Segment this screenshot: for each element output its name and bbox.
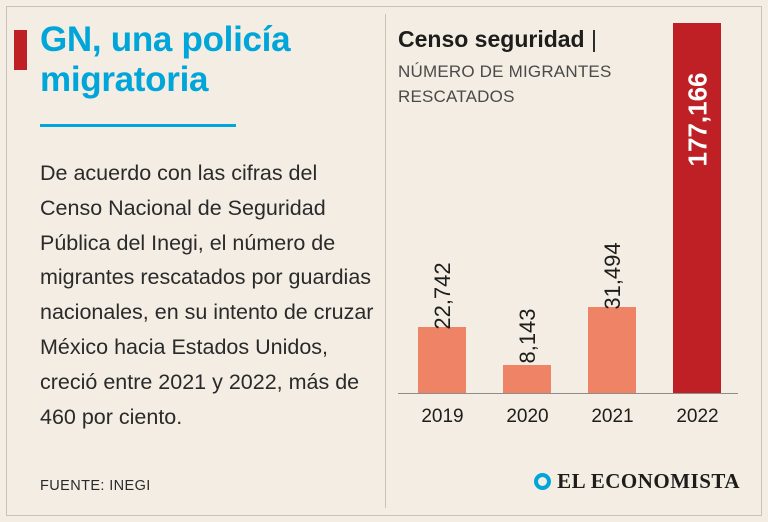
column-divider [385, 14, 386, 508]
source-note: FUENTE: INEGI [40, 478, 151, 494]
headline-marker [14, 30, 27, 70]
x-label-2020: 2020 [506, 406, 549, 427]
brand-name: EL ECONOMISTA [557, 469, 740, 493]
bar-value-2020: 8,143 [514, 308, 540, 364]
chart-title-separator: | [591, 26, 597, 52]
bar-value-2019: 22,742 [429, 262, 455, 330]
chart-column [398, 16, 754, 508]
bar-chart [398, 16, 754, 450]
bar-2019[interactable] [418, 327, 466, 393]
axis-baseline [398, 393, 738, 394]
bar-group [570, 23, 655, 393]
bar-2021[interactable] [588, 307, 636, 393]
brand-logo [534, 469, 740, 494]
circle-mark-icon [534, 473, 551, 490]
x-label-2021: 2021 [591, 406, 634, 427]
x-label-2019: 2019 [421, 406, 464, 427]
bar-2020[interactable] [503, 365, 551, 393]
article-column [14, 16, 374, 508]
x-label-2022: 2022 [676, 406, 719, 427]
page-title: GN, una policía migratoria [40, 20, 291, 99]
chart-title-text: Censo seguridad [398, 26, 585, 52]
headline-underline [40, 124, 236, 127]
bar-value-2022: 177,166 [682, 72, 712, 167]
bar-group [655, 23, 740, 393]
bar-group [400, 23, 485, 393]
chart-subtitle: NÚMERO DE MIGRANTES RESCATADOS [398, 62, 612, 106]
bar-value-2021: 31,494 [599, 242, 625, 310]
bar-group [485, 23, 570, 393]
article-body: De acuerdo con las cifras del Censo Nacional de Seguridad Pública del Inegi, el número de migrantes rescatados por guardias nacionales, en su intento de cruzar México hacia Estados Unidos, creció entre 2021 y 2022, más de 460 por ciento. [40, 161, 374, 429]
